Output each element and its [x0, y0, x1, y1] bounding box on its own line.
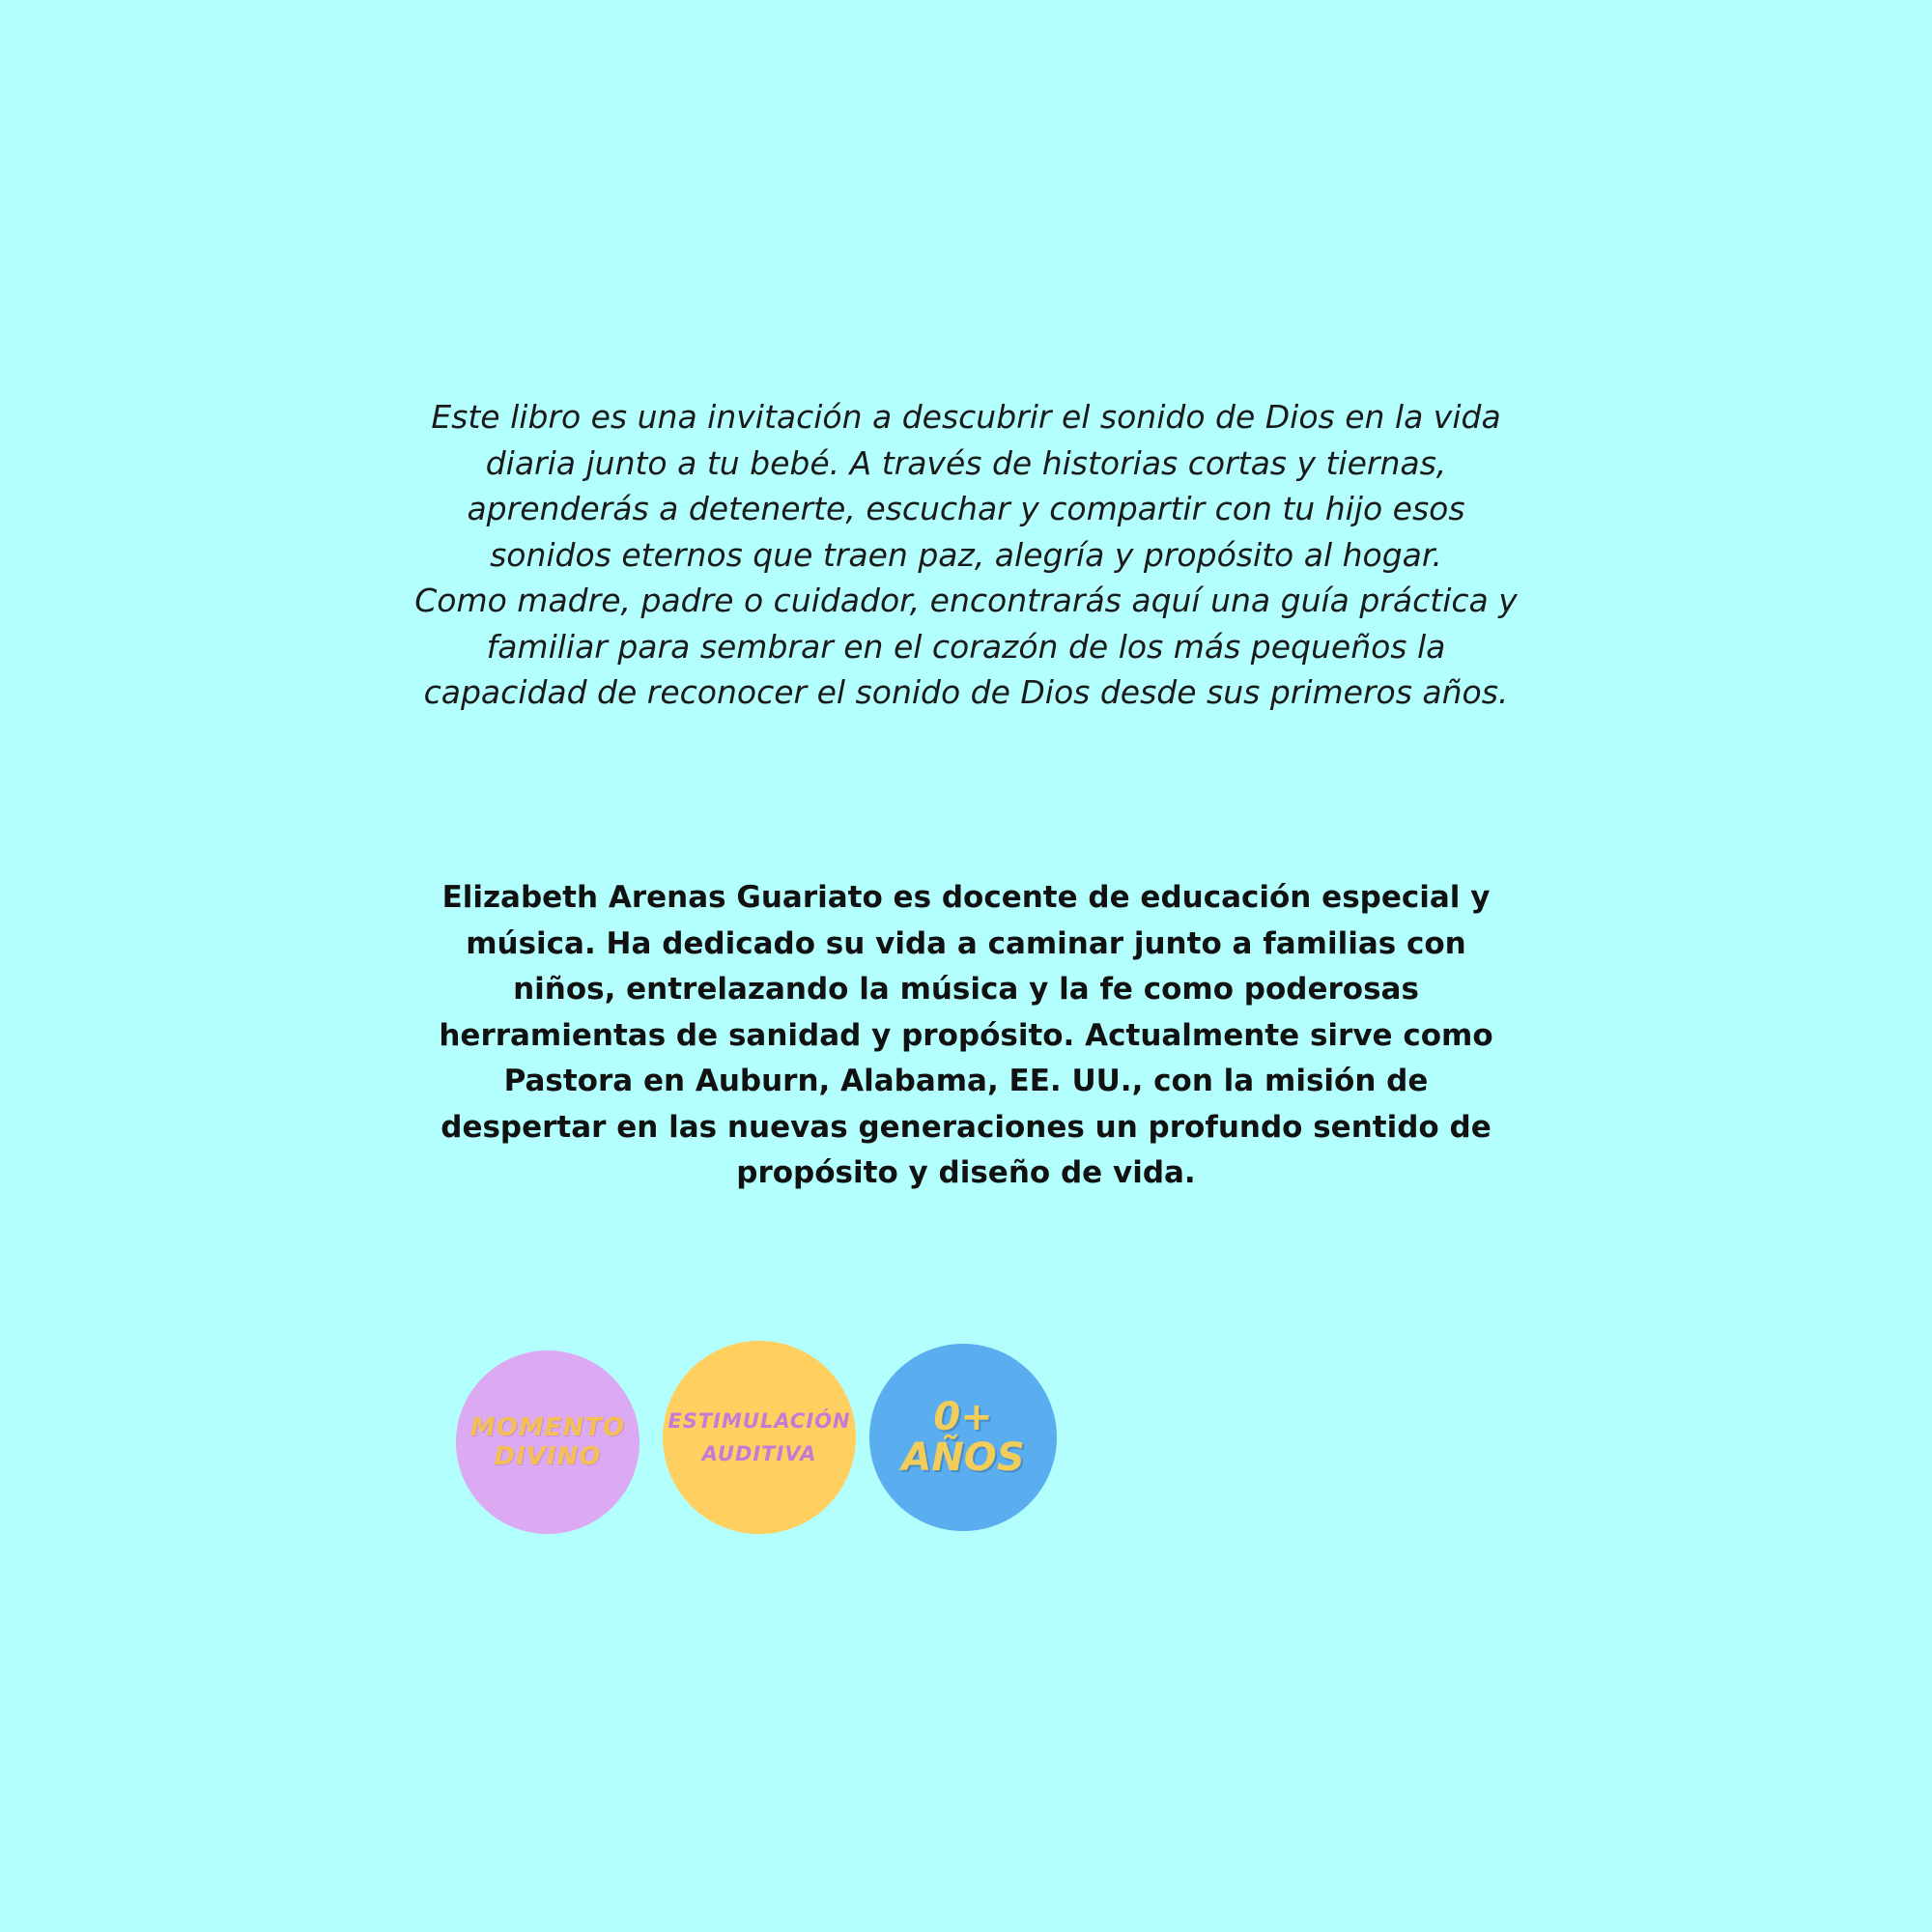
badge-age-range: [869, 1344, 1057, 1531]
badge-estimulacion-auditiva: [663, 1341, 856, 1534]
bio-line: despertar en las nuevas generaciones un profundo sentido de: [440, 1109, 1492, 1145]
bio-line: música. Ha dedicado su vida a caminar junto a familias con: [466, 925, 1466, 961]
synopsis-line: aprenderás a detenerte, escuchar y compartir con tu hijo esos: [467, 490, 1465, 527]
badge-label-line: 0+: [933, 1395, 993, 1439]
book-synopsis: [386, 394, 1546, 716]
synopsis-line: sonidos eternos que traen paz, alegría y propósito al hogar.: [490, 535, 1442, 574]
badge-label-line: AÑOS: [901, 1435, 1025, 1480]
badge-label-line: AUDITIVA: [701, 1442, 817, 1465]
synopsis-line: familiar para sembrar en el corazón de los más pequeños la: [486, 627, 1446, 666]
badge-label-line: MOMENTO: [469, 1413, 626, 1442]
synopsis-line: Como madre, padre o cuidador, encontrarás aquí una guía práctica y: [414, 582, 1518, 619]
bio-line: niños, entrelazando la música y la fe como poderosas: [513, 972, 1419, 1007]
author-bio: [406, 875, 1526, 1197]
badge-momento-divino: [456, 1350, 639, 1534]
synopsis-line: capacidad de reconocer el sonido de Dios desde sus primeros años.: [423, 673, 1509, 711]
bio-line: Pastora en Auburn, Alabama, EE. UU., con la misión de: [503, 1064, 1429, 1098]
synopsis-line: diaria junto a tu bebé. A través de historias cortas y tiernas,: [485, 443, 1447, 482]
bio-line: herramientas de sanidad y propósito. Actualmente sirve como: [439, 1017, 1493, 1053]
bio-line: propósito y diseño de vida.: [736, 1155, 1196, 1190]
badge-label-line: ESTIMULACIÓN: [668, 1409, 851, 1433]
bio-line: Elizabeth Arenas Guariato es docente de educación especial y: [441, 880, 1491, 915]
badge-label-line: DIVINO: [494, 1442, 602, 1471]
synopsis-line: Este libro es una invitación a descubrir el sonido de Dios en la vida: [431, 398, 1501, 436]
